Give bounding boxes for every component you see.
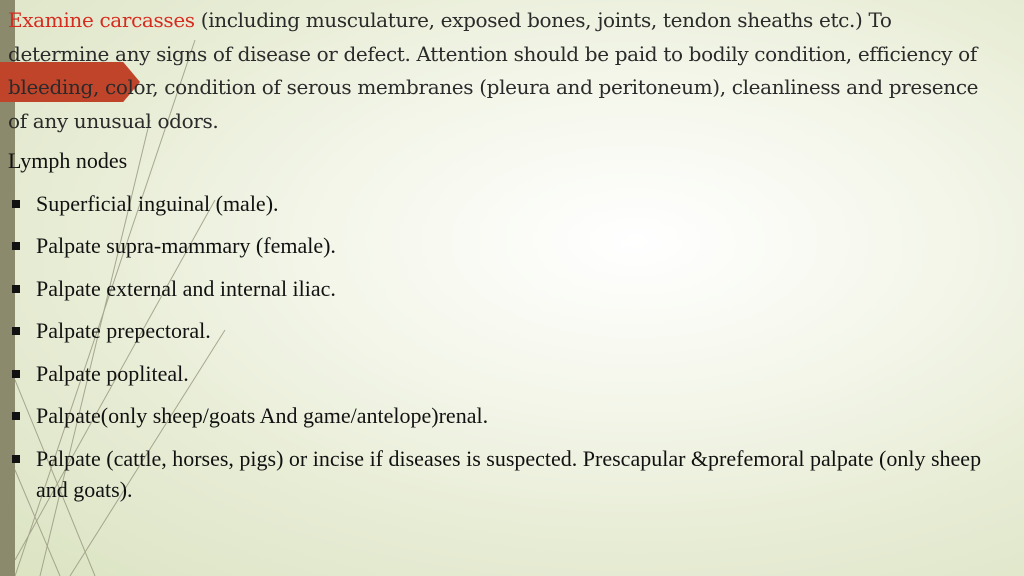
square-bullet-icon (12, 412, 20, 420)
slide-content (8, 4, 998, 505)
list-item-text: Palpate prepectoral. (36, 318, 211, 343)
list-item-text: Superficial inguinal (male). (36, 190, 279, 216)
square-bullet-icon (12, 455, 20, 463)
list-item (8, 315, 998, 346)
list-item (8, 400, 998, 431)
list-item-text: Palpate(only sheep/goats And game/antelope)renal. (36, 403, 489, 428)
square-bullet-icon (12, 285, 20, 293)
list-item (8, 443, 998, 505)
list-item (8, 358, 998, 389)
intro-highlight: Examine carcasses (8, 8, 195, 32)
square-bullet-icon (12, 327, 20, 335)
list-item-text: Palpate supra-mammary (female). (36, 233, 336, 258)
square-bullet-icon (12, 370, 20, 378)
intro-paragraph (8, 4, 998, 138)
list-item (8, 230, 998, 261)
list-item-text: Palpate external and internal iliac. (36, 275, 336, 301)
list-item-text: Palpate (cattle, horses, pigs) or incise if diseases is suspected. Prescapular &prefemoral palpate (only sheep and goats). (36, 445, 982, 502)
square-bullet-icon (12, 242, 20, 250)
square-bullet-icon (12, 200, 20, 208)
list-item-text: Palpate popliteal. (36, 360, 189, 386)
lymph-nodes-list (8, 188, 998, 505)
lymph-nodes-heading: Lymph nodes (8, 148, 128, 173)
list-item (8, 273, 998, 304)
list-item (8, 188, 998, 219)
intro-text: (including musculature, exposed bones, joints, tendon sheaths etc.) To determine any signs of disease or defect. Attention should be paid to bodily condition, efficiency of bleeding, color, condition of serous membranes (pleura and peritoneum), cleanliness and presence of any unusual odors. (8, 8, 979, 133)
